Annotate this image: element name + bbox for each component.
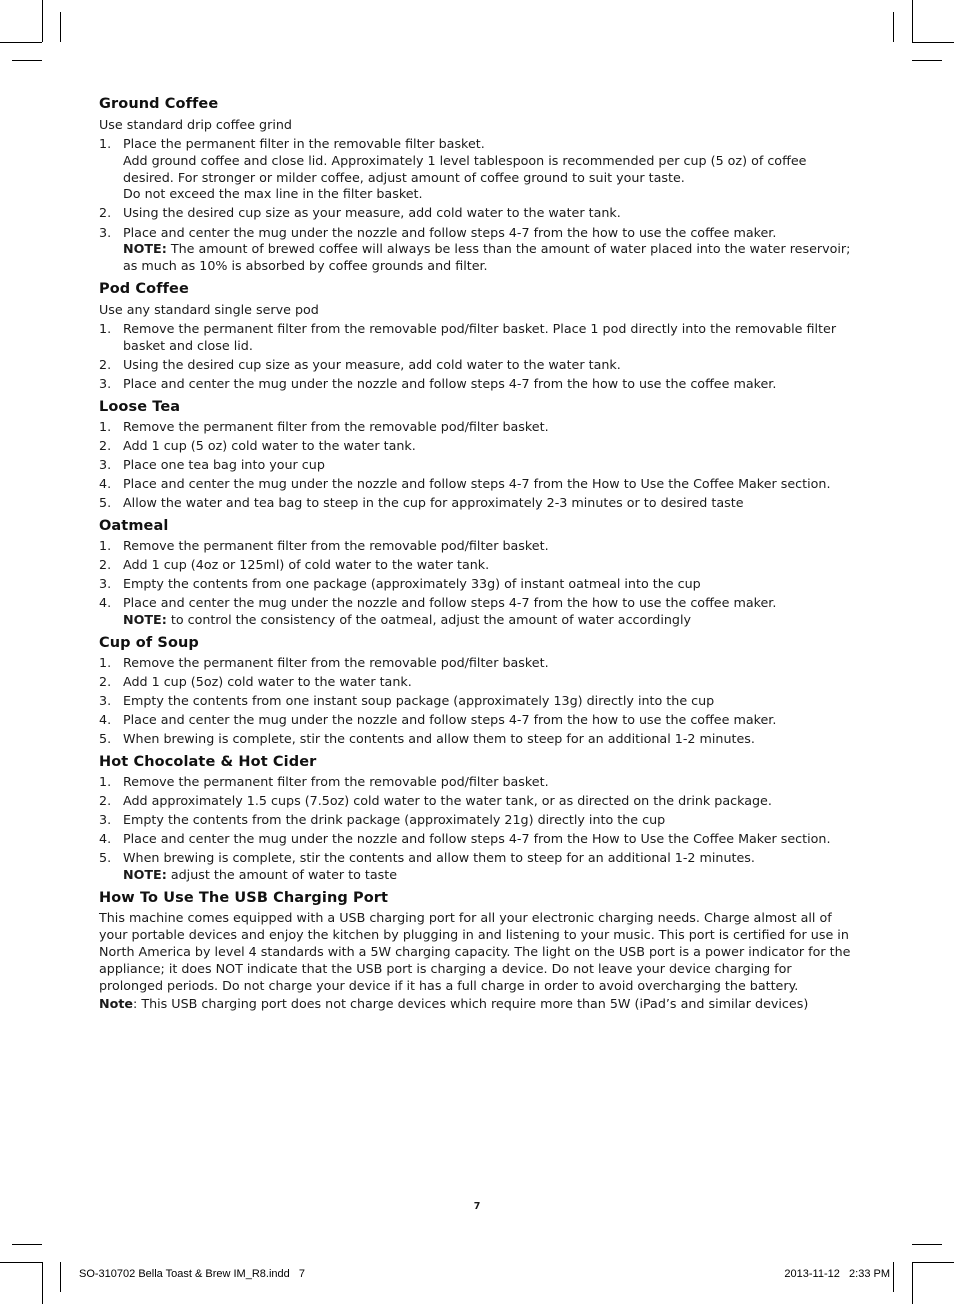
list-item: [99, 225, 859, 275]
step-text: Using the desired cup size as your measure, add cold water to the water tank.: [123, 205, 621, 221]
step-text: Using the desired cup size as your measure, add cold water to the water tank.: [123, 356, 621, 372]
section-ground-coffee: [99, 95, 859, 275]
step-number: 3.: [99, 812, 112, 828]
crop-mark: [42, 1262, 43, 1304]
crop-mark: [912, 0, 913, 42]
step-text: Add 1 cup (5 oz) cold water to the water tank.: [123, 437, 416, 453]
page-number: 7: [473, 1201, 481, 1212]
section-heading: Oatmeal: [99, 517, 169, 534]
list-item: [99, 538, 859, 555]
list-item: [99, 731, 859, 748]
step-list: [99, 321, 859, 393]
crop-mark: [0, 1262, 42, 1263]
section-loose-tea: [99, 398, 859, 512]
step-text: Remove the permanent filter from the removable pod/filter basket.: [123, 418, 549, 434]
list-item: [99, 850, 859, 884]
crop-mark: [42, 0, 43, 42]
list-item: [99, 495, 859, 512]
step-number: 1.: [99, 136, 112, 151]
crop-mark: [12, 1244, 42, 1245]
note-label: Note: [99, 996, 134, 1012]
section-cup-of-soup: [99, 634, 859, 748]
step-list: [99, 655, 859, 748]
crop-mark: [12, 60, 42, 61]
usb-paragraph: This machine comes equipped with a USB charging port for all your electronic charging needs. Charge almost all of your portable devices and enjoy the kitchen by plugging in and listening to your music. This port is certified for use in North America by level 4 standards with a 5W charging capacity. The light on the USB port is a power indicator for the appliance; it does NOT indicate that the USB port is charging a device. Do not leave your device charging for prolonged periods. Do not charge your device if it has a full charge in order to avoid overcharging the battery.: [99, 909, 851, 993]
step-text: Remove the permanent filter from the removable pod/filter basket.: [123, 654, 549, 670]
step-text: Place the permanent filter in the removable filter basket.: [123, 136, 485, 151]
step-number: 1.: [99, 654, 112, 670]
crop-mark: [60, 1262, 61, 1292]
step-text: Remove the permanent filter from the removable pod/filter basket.: [123, 537, 549, 553]
note-text: : This USB charging port does not charge devices which require more than 5W (iPad’s and similar devices): [133, 996, 809, 1012]
step-text: When brewing is complete, stir the contents and allow them to steep for an additional 1-2 minutes.: [123, 731, 755, 747]
crop-mark: [912, 1262, 913, 1304]
step-text: Place and center the mug under the nozzle and follow steps 4-7 from the How to Use the Coffee Maker section.: [123, 831, 831, 847]
step-note: [123, 612, 859, 629]
section-hot-chocolate-cider: [99, 753, 859, 884]
step-text: Place and center the mug under the nozzle and follow steps 4-7 from the How to Use the Coffee Maker section.: [123, 476, 831, 492]
step-text: Empty the contents from one package (approximately 33g) of instant oatmeal into the cup: [123, 576, 701, 592]
step-text: Remove the permanent filter from the removable pod/filter basket.: [123, 773, 549, 789]
step-text: Add 1 cup (5oz) cold water to the water tank.: [123, 673, 412, 689]
list-item: [99, 476, 859, 493]
step-number: 4.: [99, 595, 112, 611]
manual-content: [99, 95, 859, 1015]
note-text: The amount of brewed coffee will always be less than the amount of water placed into the water reservoir; as much as 10% is absorbed by coffee grounds and filter.: [123, 241, 851, 274]
section-intro: Use any standard single serve pod: [99, 301, 319, 317]
section-heading: Ground Coffee: [99, 96, 219, 112]
list-item: [99, 457, 859, 474]
note-label: NOTE:: [123, 612, 167, 627]
step-number: 1.: [99, 773, 112, 789]
note-label: NOTE:: [123, 867, 167, 883]
step-text: Place and center the mug under the nozzle and follow steps 4-7 from the how to use the coffee maker.: [123, 595, 777, 611]
section-intro: Use standard drip coffee grind: [99, 117, 292, 132]
step-text: Place and center the mug under the nozzle and follow steps 4-7 from the how to use the coffee maker.: [123, 375, 777, 391]
list-item: [99, 376, 859, 393]
crop-mark: [912, 1262, 954, 1263]
step-text: Place and center the mug under the nozzle and follow steps 4-7 from the how to use the coffee maker.: [123, 712, 777, 728]
note-text: adjust the amount of water to taste: [166, 867, 398, 883]
crop-mark: [912, 1244, 942, 1245]
step-text: Allow the water and tea bag to steep in the cup for approximately 2-3 minutes or to desired taste: [123, 495, 744, 511]
list-item: [99, 557, 859, 574]
section-heading: Cup of Soup: [99, 634, 199, 651]
step-text: When brewing is complete, stir the contents and allow them to steep for an additional 1-2 minutes.: [123, 850, 755, 866]
list-item: [99, 831, 859, 848]
list-item: [99, 774, 859, 791]
step-number: 2.: [99, 205, 112, 221]
list-item: [99, 674, 859, 691]
crop-mark: [893, 12, 894, 42]
list-item: [99, 438, 859, 455]
step-number: 2.: [99, 437, 112, 453]
list-item: [99, 136, 859, 203]
step-number: 5.: [99, 850, 112, 866]
step-list: [99, 136, 859, 275]
section-heading: How To Use The USB Charging Port: [99, 889, 389, 906]
list-item: [99, 693, 859, 710]
list-item: [99, 576, 859, 593]
step-number: 2.: [99, 673, 112, 689]
crop-mark: [912, 60, 942, 61]
step-number: 2.: [99, 793, 112, 809]
step-number: 3.: [99, 692, 112, 708]
step-number: 4.: [99, 831, 112, 847]
step-number: 3.: [99, 375, 112, 391]
step-text: Empty the contents from one instant soup package (approximately 13g) directly into the cup: [123, 692, 715, 708]
list-item: [99, 812, 859, 829]
step-list: [99, 419, 859, 512]
section-oatmeal: [99, 517, 859, 629]
step-text: Place one tea bag into your cup: [123, 456, 325, 472]
note-label: NOTE:: [123, 241, 167, 257]
step-note: [123, 867, 859, 884]
slug-timestamp: 2013-11-12 2:33 PM: [784, 1268, 890, 1280]
list-item: [99, 655, 859, 672]
list-item: [99, 595, 859, 629]
step-number: 3.: [99, 576, 112, 592]
list-item: [99, 357, 859, 374]
step-number: 1.: [99, 537, 112, 553]
crop-mark: [0, 42, 42, 43]
list-item: [99, 321, 859, 355]
step-number: 3.: [99, 224, 112, 240]
slug-filename: SO-310702 Bella Toast & Brew IM_R8.indd 7: [79, 1268, 306, 1280]
section-pod-coffee: [99, 280, 859, 393]
step-number: 2.: [99, 356, 112, 372]
step-number: 5.: [99, 495, 112, 511]
step-number: 1.: [99, 320, 112, 336]
section-usb-charging-port: [99, 889, 859, 1013]
step-text: Do not exceed the max line in the filter basket.: [123, 186, 423, 202]
step-note: [123, 241, 859, 275]
crop-mark: [912, 42, 954, 43]
step-text: Add 1 cup (4oz or 125ml) of cold water to the water tank.: [123, 557, 490, 573]
step-number: 5.: [99, 731, 112, 747]
step-number: 3.: [99, 456, 112, 472]
step-list: [99, 538, 859, 629]
step-number: 2.: [99, 557, 112, 573]
step-number: 1.: [99, 418, 112, 434]
step-list: [99, 774, 859, 884]
crop-mark: [60, 12, 61, 42]
step-text: Add ground coffee and close lid. Approximately 1 level tablespoon is recommended per cup (5 oz) of coffee desired. For stronger or milder coffee, adjust amount of coffee ground to suit your taste.: [123, 152, 807, 185]
note-text: to control the consistency of the oatmeal, adjust the amount of water accordingly: [166, 612, 691, 627]
step-text: Place and center the mug under the nozzle and follow steps 4-7 from the how to use the coffee maker.: [123, 224, 777, 240]
list-item: [99, 419, 859, 436]
list-item: [99, 205, 859, 222]
step-number: 4.: [99, 712, 112, 728]
list-item: [99, 712, 859, 729]
step-number: 4.: [99, 476, 112, 492]
section-heading: Pod Coffee: [99, 280, 189, 297]
section-heading: Hot Chocolate & Hot Cider: [99, 753, 317, 770]
crop-mark: [893, 1262, 894, 1292]
usb-note: [99, 996, 859, 1013]
step-text: Remove the permanent filter from the removable pod/filter basket. Place 1 pod directly into the removable filter basket and close lid.: [123, 320, 837, 353]
step-text: Add approximately 1.5 cups (7.5oz) cold water to the water tank, or as directed on the drink package.: [123, 793, 772, 809]
step-text: Empty the contents from the drink package (approximately 21g) directly into the cup: [123, 812, 666, 828]
list-item: [99, 793, 859, 810]
section-heading: Loose Tea: [99, 398, 181, 415]
